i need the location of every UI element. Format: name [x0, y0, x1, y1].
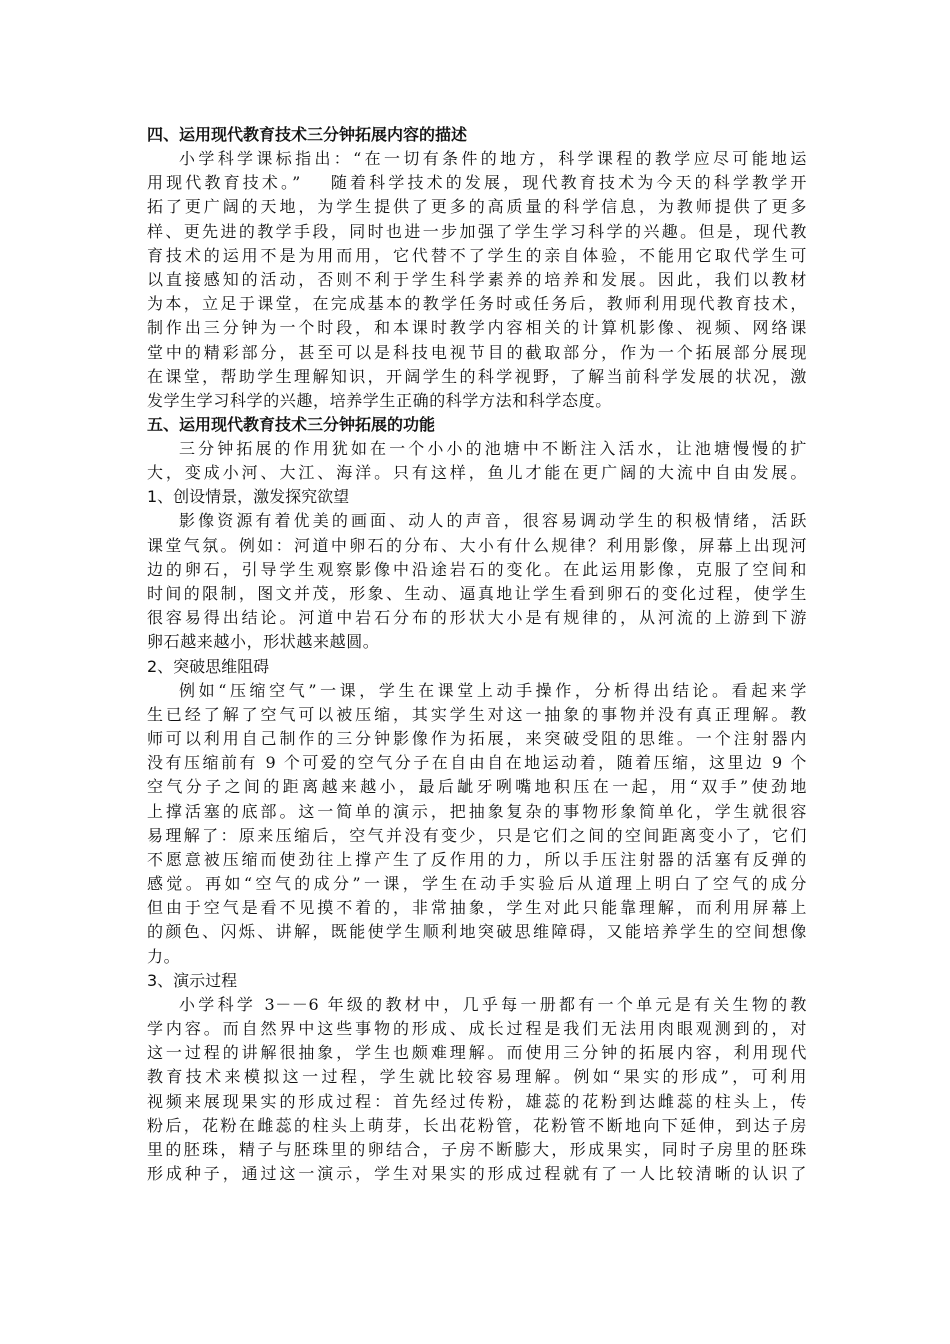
text-line: 影像资源有着优美的画面、动人的声音，很容易调动学生的积极情绪，活跃: [179, 511, 807, 531]
section-4-heading: 四、运用现代教育技术三分钟拓展内容的描述: [147, 125, 468, 144]
text-line: 育技术的运用不是为用而用，它代替不了学生的亲自体验，不能用它取代学生可: [147, 245, 807, 265]
item-1-heading: 1、创设情景，激发探究欲望: [147, 487, 350, 507]
text-line: 小学科学 3－－6 年级的教材中，几乎每一册都有一个单元是有关生物的教: [179, 994, 807, 1014]
text-line: 卵石越来越小，形状越来越圆。: [147, 632, 380, 652]
text-line: 形成种子，通过这一演示，学生对果实的形成过程就有了一人比较清晰的认识了: [147, 1164, 807, 1184]
text-line: 例如“压缩空气”一课，学生在课堂上动手操作，分析得出结论。看起来学: [179, 680, 807, 700]
text-line: 三分钟拓展的作用犹如在一个小小的池塘中不断注入活水，让池塘慢慢的扩: [179, 439, 807, 459]
text-line: 时间的限制，图文并茂，形象、生动、逼真地让学生看到卵石的变化过程，使学生: [147, 584, 807, 603]
text-line: 发学生学习科学的兴趣，培养学生正确的科学方法和科学态度。: [147, 390, 612, 410]
text-line: 教育技术来模拟这一过程，学生就比较容易理解。例如“果实的形成”，可利用: [147, 1067, 807, 1087]
text-line: 的颜色、闪烁、讲解，既能使学生顺利地突破思维障碍，又能培养学生的空间想像: [147, 922, 807, 942]
text-line: 课堂气氛。例如：河道中卵石的分布、大小有什么规律？利用影像，屏幕上出现河: [147, 535, 807, 555]
text-line: 师可以利用自己制作的三分钟影像作为拓展，来突破受阻的思维。一个注射器内: [147, 728, 807, 748]
item-2-heading: 2、突破思维阻碍: [147, 656, 270, 676]
text-line: 不愿意被压缩而使劲往上撑产生了反作用的力，所以手压注射器的活塞有反弹的: [147, 849, 807, 869]
document-page: [147, 123, 807, 1186]
text-line: 拓了更广阔的天地，为学生提供了更多的高质量的科学信息，为教师提供了更多: [147, 197, 807, 217]
text-line: 很容易得出结论。河道中岩石分布的形状大小是有规律的，从河流的上游到下游: [147, 608, 807, 628]
text-line: 样、更先进的教学手段，同时也进一步加强了学生学习科学的兴趣。但是，现代教: [147, 221, 807, 241]
text-line: 小学科学课标指出：“在一切有条件的地方，科学课程的教学应尽可能地运: [179, 149, 807, 168]
text-line: 粉后，花粉在雌蕊的柱头上萌芽，长出花粉管，花粉管不断地向下延伸，到达子房: [147, 1115, 807, 1135]
section-4-paragraph: [147, 147, 807, 413]
text-line: 堂中的精彩部分，甚至可以是科技电视节目的截取部分，作为一个拓展部分展现: [147, 342, 807, 362]
text-line: 感觉。再如“空气的成分”一课，学生在动手实验后从道理上明白了空气的成分: [147, 874, 807, 894]
text-line: 里的胚珠，精子与胚珠里的卵结合，子房不断膨大，形成果实，同时子房里的胚珠: [147, 1139, 807, 1159]
text-line: 没有压缩前有 9 个可爱的空气分子在自由自在地运动着，随着压缩，这里边 9 个: [147, 753, 807, 773]
text-line: 大，变成小河、大江、海洋。只有这样，鱼儿才能在更广阔的大流中自由发展。: [147, 463, 807, 483]
text-line: 为本，立足于课堂，在完成基本的教学任务时或任务后，教师利用现代教育技术，: [147, 294, 807, 314]
item-1-paragraph: [147, 509, 807, 654]
text-line: 视频来展现果实的形成过程：首先经过传粉，雄蕊的花粉到达雌蕊的柱头上，传: [147, 1091, 807, 1111]
text-line: 力。: [147, 946, 181, 966]
text-line: 用现代教育技术。” 随着科学技术的发展，现代教育技术为今天的科学教学开: [147, 173, 807, 193]
text-line: 上撑活塞的底部。这一简单的演示，把抽象复杂的事物形象简单化，学生就很容: [147, 801, 807, 821]
text-line: 生已经了解了空气可以被压缩，其实学生对这一抽象的事物并没有真正理解。教: [147, 704, 807, 724]
text-line: 制作出三分钟为一个时段，和本课时教学内容相关的计算机影像、视频、网络课: [147, 318, 807, 338]
item-2-paragraph: [147, 679, 807, 969]
text-line: 空气分子之间的距离越来越小，最后龇牙咧嘴地积压在一起，用“双手”使劲地: [147, 777, 807, 797]
text-line: 易理解了：原来压缩后，空气并没有变少，只是它们之间的空间距离变小了，它们: [147, 825, 807, 845]
text-line: 但由于空气是看不见摸不着的，非常抽象，学生对此只能靠理解，而利用屏幕上: [147, 898, 807, 918]
item-3-paragraph: [147, 993, 807, 1187]
section-5-heading: 五、运用现代教育技术三分钟拓展的功能: [147, 415, 436, 435]
text-line: 这一过程的讲解很抽象，学生也颇难理解。而使用三分钟的拓展内容，利用现代: [147, 1043, 807, 1063]
text-line: 学内容。而自然界中这些事物的形成、成长过程是我们无法用肉眼观测到的，对: [147, 1019, 807, 1038]
text-line: 以直接感知的活动，否则不利于学生科学素养的培养和发展。因此，我们以教材: [147, 269, 807, 289]
text-line: 在课堂，帮助学生理解知识，开阔学生的科学视野，了解当前科学发展的状况，激: [147, 366, 807, 386]
item-3-heading: 3、演示过程: [147, 970, 238, 990]
section-5-intro: [147, 437, 807, 485]
text-line: 边的卵石，引导学生观察影像中沿途岩石的变化。在此运用影像，克服了空间和: [147, 559, 807, 579]
